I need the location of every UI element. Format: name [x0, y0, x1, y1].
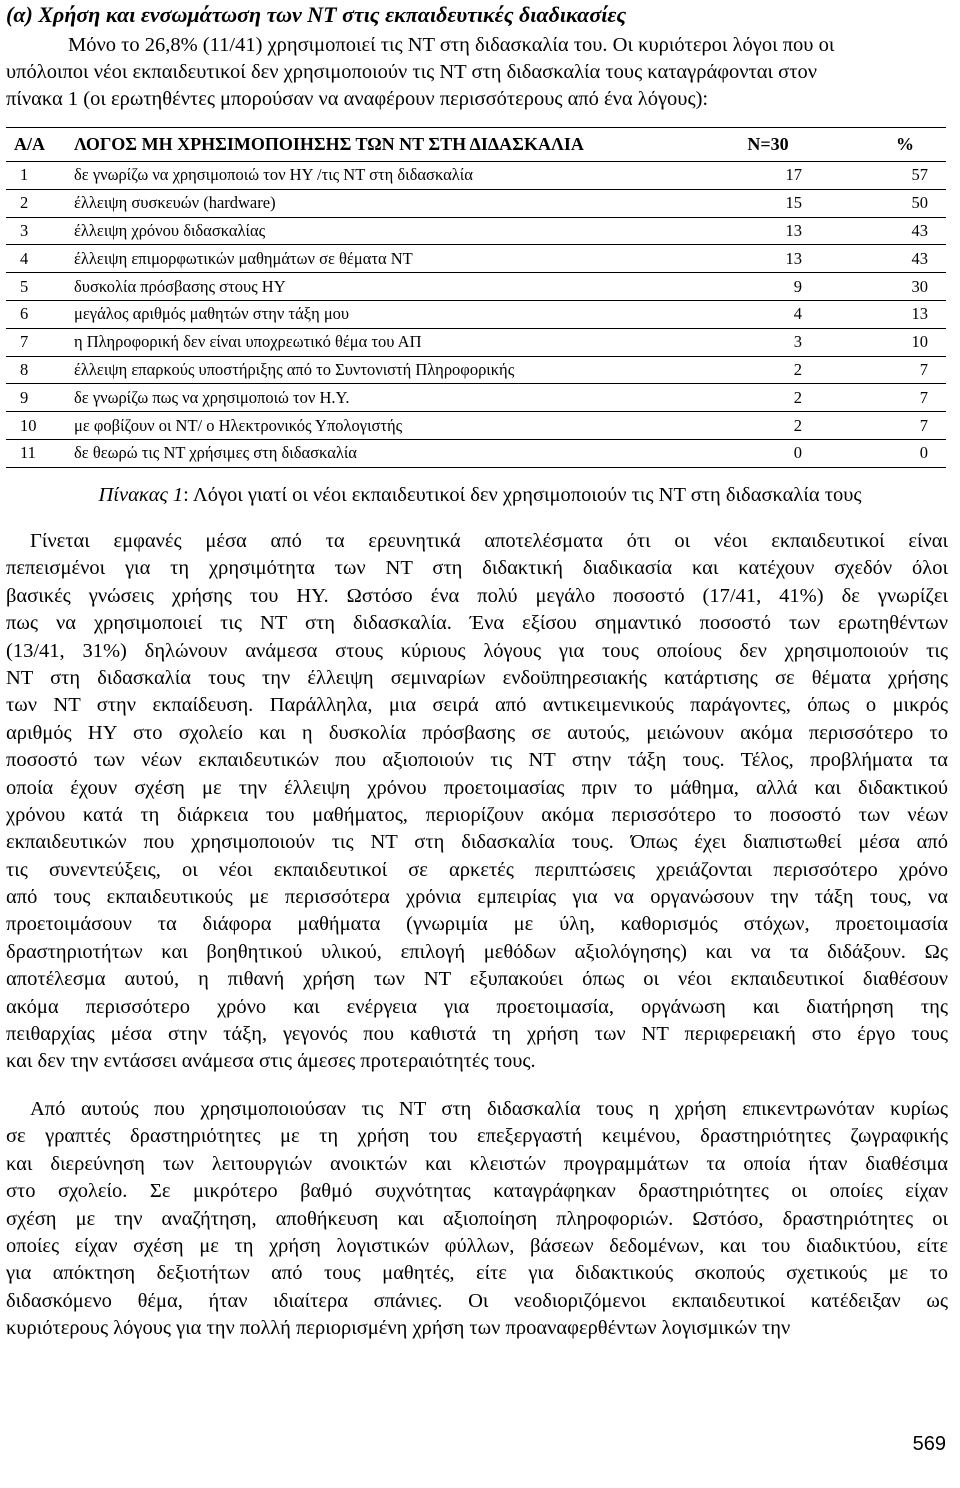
- column-header-percent: %: [828, 128, 946, 162]
- reasons-table: [6, 127, 946, 468]
- paragraph-line: (13/41, 31%) δηλώνουν ανάμεσα στους κύριους λόγους για τους οποίους δεν χρησιμοποιούν τις: [6, 639, 948, 662]
- column-header-id: Α/Α: [6, 128, 70, 162]
- row-id-cell: 10: [6, 412, 70, 440]
- paragraph-line: από τους εκπαιδευτικούς με περισσότερα χρόνια εμπειρίας για να οργανώσουν την τάξη τους, να: [6, 886, 948, 909]
- paragraph-line: και δεν την εντάσσει ανάμεσα στις άμεσες προτεραιότητές τους.: [6, 1050, 536, 1073]
- paragraph-line: οποία έχουν σχέση με την έλλειψη χρόνου προετοιμασίας πριν το μάθημα, αλλά και διδακτικού: [6, 776, 948, 799]
- row-percent-cell: 7: [828, 356, 946, 384]
- paragraph-line: αριθμός ΗΥ στο σχολείο και η δυσκολία πρόσβασης σε αυτούς, μειώνουν ακόμα περισσότερο το: [6, 721, 948, 744]
- row-id-cell: 9: [6, 384, 70, 412]
- row-reason-cell: η Πληροφορική δεν είναι υποχρεωτικό θέμα του ΑΠ: [70, 328, 708, 356]
- row-percent-cell: 43: [828, 245, 946, 273]
- row-n-cell: 4: [708, 300, 828, 328]
- paragraph-line: των ΝΤ στην εκπαίδευση. Παράλληλα, μια σειρά από αντικειμενικούς παράγοντες, όπως ο μικρός: [6, 694, 948, 717]
- paragraph-line: Από αυτούς που χρησιμοποιούσαν τις ΝΤ στη διδασκαλία τους η χρήση επικεντρωνόταν κυρίως: [30, 1098, 948, 1120]
- paragraph-line: και διερεύνηση των λειτουργιών ανοικτών και κλειστών προγραμμάτων τα οποία ήταν διαθέσιμα: [6, 1152, 948, 1175]
- row-percent-cell: 13: [828, 300, 946, 328]
- page-number: 569: [912, 1433, 946, 1455]
- row-percent-cell: 7: [828, 412, 946, 440]
- table-row: [6, 217, 946, 245]
- row-reason-cell: έλλειψη επαρκούς υποστήριξης από το Συντονιστή Πληροφορικής: [70, 356, 708, 384]
- row-reason-cell: έλλειψη συσκευών (hardware): [70, 189, 708, 217]
- table-row: [6, 273, 946, 301]
- row-id-cell: 3: [6, 217, 70, 245]
- row-n-cell: 0: [708, 439, 828, 467]
- table-row: [6, 328, 946, 356]
- paragraph-line: διδασκόμενο θέμα, ήταν ιδιαίτερα σπάνιες. Οι νεοδιοριζόμενοι εκπαιδευτικοί κατέδειξαν ως: [6, 1289, 948, 1312]
- row-n-cell: 9: [708, 273, 828, 301]
- paragraph-line: ποσοστό των νέων εκπαιδευτικών που αξιοποιούν τις ΝΤ στην τάξη τους. Τέλος, προβλήματα τα: [6, 749, 948, 772]
- paragraph-line: για απόκτηση δεξιοτήτων από τους μαθητές, είτε για διδακτικούς σκοπούς σχετικούς με το: [6, 1262, 948, 1285]
- paragraph-line: χρόνου κατά τη διάρκεια του μαθήματος, περιορίζουν ακόμα περισσότερο το ποσοστό των νέων: [6, 803, 948, 826]
- intro-line: υπόλοιποι νέοι εκπαιδευτικοί δεν χρησιμοποιούν τις ΝΤ στη διδασκαλία τους καταγράφονται στον: [6, 61, 817, 83]
- row-reason-cell: έλλειψη επιμορφωτικών μαθημάτων σε θέματα ΝΤ: [70, 245, 708, 273]
- table-row: [6, 189, 946, 217]
- row-id-cell: 5: [6, 273, 70, 301]
- row-n-cell: 13: [708, 245, 828, 273]
- column-header-n: Ν=30: [708, 128, 828, 162]
- row-id-cell: 2: [6, 189, 70, 217]
- paragraph-line: σε γραπτές δραστηριότητες με τη χρήση του επεξεργαστή κειμένου, δραστηριότητες ζωγραφικής: [6, 1125, 948, 1148]
- section-heading: (α) Χρήση και ενσωμάτωση των ΝΤ στις εκπαιδευτικές διαδικασίες: [6, 2, 627, 27]
- paragraph-findings: [6, 528, 948, 1076]
- row-n-cell: 3: [708, 328, 828, 356]
- table-row: [6, 356, 946, 384]
- row-percent-cell: 10: [828, 328, 946, 356]
- paragraph-line: προετοιμάσουν τα διάφορα μαθήματα (γνωριμία με ύλη, καθορισμός στόχων, προετοιμασία: [6, 913, 948, 936]
- row-percent-cell: 0: [828, 439, 946, 467]
- row-percent-cell: 7: [828, 384, 946, 412]
- row-n-cell: 2: [708, 356, 828, 384]
- row-n-cell: 2: [708, 384, 828, 412]
- row-n-cell: 17: [708, 162, 828, 190]
- row-id-cell: 6: [6, 300, 70, 328]
- table-header-row: [6, 128, 946, 162]
- row-percent-cell: 50: [828, 189, 946, 217]
- row-reason-cell: δε γνωρίζω πως να χρησιμοποιώ τον Η.Υ.: [70, 384, 708, 412]
- paragraph-line: ακόμα περισσότερο χρόνο και ενέργεια για προετοιμασία, οργάνωση και διατήρηση της: [6, 995, 948, 1018]
- paragraph-line: σχέση με την αναζήτηση, αποθήκευση και αξιοποίηση πληροφοριών. Ωστόσο, δραστηριότητες οι: [6, 1207, 948, 1230]
- intro-paragraph: [6, 32, 948, 113]
- row-reason-cell: δυσκολία πρόσβασης στους ΗΥ: [70, 273, 708, 301]
- paragraph-line: πειθαρχίας μέσα στην τάξη, γεγονός που καθιστά τη χρήση των ΝΤ περιφερειακή στο έργο τους: [6, 1023, 948, 1046]
- row-n-cell: 2: [708, 412, 828, 440]
- row-n-cell: 15: [708, 189, 828, 217]
- row-reason-cell: δε γνωρίζω να χρησιμοποιώ τον ΗΥ /τις ΝΤ στη διδασκαλία: [70, 162, 708, 190]
- paragraph-line: στο σχολείο. Σε μικρότερο βαθμό συχνότητας καταγράφηκαν δραστηριότητες οι οποίες είχαν: [6, 1180, 948, 1203]
- caption-label: Πίνακας 1: [98, 484, 184, 506]
- row-id-cell: 8: [6, 356, 70, 384]
- intro-line: Μόνο το 26,8% (11/41) χρησιμοποιεί τις ΝΤ στη διδασκαλία του. Οι κυριότεροι λόγοι που οι: [68, 34, 835, 56]
- row-n-cell: 13: [708, 217, 828, 245]
- row-reason-cell: με φοβίζουν οι ΝΤ/ ο Ηλεκτρονικός Υπολογιστής: [70, 412, 708, 440]
- table-row: [6, 439, 946, 467]
- intro-line: πίνακα 1 (οι ερωτηθέντες μπορούσαν να αναφέρουν περισσότερους από ένα λόγους):: [6, 88, 709, 110]
- paragraph-line: βασικές γνώσεις χρήσης του ΗΥ. Ωστόσο ένα πολύ μεγάλο ποσοστό (17/41, 41%) δε γνωρίζει: [6, 584, 948, 607]
- paragraph-line: οποίες είχαν σχέση με τη χρήση λογιστικών φύλλων, βάσεων δεδομένων, και του διαδικτύου, είτε: [6, 1234, 948, 1257]
- table-row: [6, 384, 946, 412]
- paragraph-line: αποτέλεσμα αυτού, η πιθανή χρήση των ΝΤ εξυπακούει όπως οι νέοι εκπαιδευτικοί διαθέσουν: [6, 968, 948, 991]
- table-row: [6, 300, 946, 328]
- caption-text: : Λόγοι γιατί οι νέοι εκπαιδευτικοί δεν χρησιμοποιούν τις ΝΤ στη διδασκαλία τους: [183, 484, 862, 506]
- paragraph-line: δραστηριοτήτων και βοηθητικού υλικού, επιλογή μεθόδων αξιολόγησης) και να τα διδάξουν. Ως: [6, 940, 948, 963]
- paragraph-usage: [6, 1096, 948, 1343]
- table-caption: [0, 482, 960, 508]
- row-percent-cell: 30: [828, 273, 946, 301]
- row-id-cell: 7: [6, 328, 70, 356]
- row-percent-cell: 43: [828, 217, 946, 245]
- paragraph-line: τις συνεντεύξεις, οι νέοι εκπαιδευτικοί σε αρκετές περιπτώσεις χρειάζονται περισσότερο χρόνο: [6, 858, 948, 881]
- paragraph-line: πως να χρησιμοποιεί τις ΝΤ στη διδασκαλία. Ένα εξίσου σημαντικό ποσοστό των ερωτηθέντων: [6, 612, 948, 635]
- row-id-cell: 1: [6, 162, 70, 190]
- paragraph-line: κυριότερους λόγους για την πολλή περιορισμένη χρήση των προαναφερθέντων λογισμικών την: [6, 1317, 791, 1340]
- paragraph-line: Γίνεται εμφανές μέσα από τα ερευνητικά αποτελέσματα ότι οι νέοι εκπαιδευτικοί είναι: [30, 530, 948, 552]
- row-reason-cell: δε θεωρώ τις ΝΤ χρήσιμες στη διδασκαλία: [70, 439, 708, 467]
- row-percent-cell: 57: [828, 162, 946, 190]
- column-header-reason: ΛΟΓΟΣ ΜΗ ΧΡΗΣΙΜΟΠΟΙΗΣΗΣ ΤΩΝ ΝΤ ΣΤΗ ΔΙΔΑΣΚΑΛΙΑ: [70, 128, 708, 162]
- row-id-cell: 11: [6, 439, 70, 467]
- row-reason-cell: μεγάλος αριθμός μαθητών στην τάξη μου: [70, 300, 708, 328]
- table-row: [6, 412, 946, 440]
- table-row: [6, 162, 946, 190]
- row-id-cell: 4: [6, 245, 70, 273]
- row-reason-cell: έλλειψη χρόνου διδασκαλίας: [70, 217, 708, 245]
- paragraph-line: εκπαιδευτικών που χρησιμοποιούν τις ΝΤ στη διδασκαλία τους. Όπως έχει διαπιστωθεί μέσα από: [6, 831, 948, 854]
- paragraph-line: ΝΤ στη διδασκαλία τους την έλλειψη σεμιναρίων ενδοϋπηρεσιακής κατάρτισης σε θέματα χρήσης: [6, 666, 948, 689]
- paragraph-line: πεπεισμένοι για τη χρησιμότητα των ΝΤ στη διδακτική διαδικασία και κατέχουν σχεδόν όλοι: [6, 557, 948, 580]
- table-row: [6, 245, 946, 273]
